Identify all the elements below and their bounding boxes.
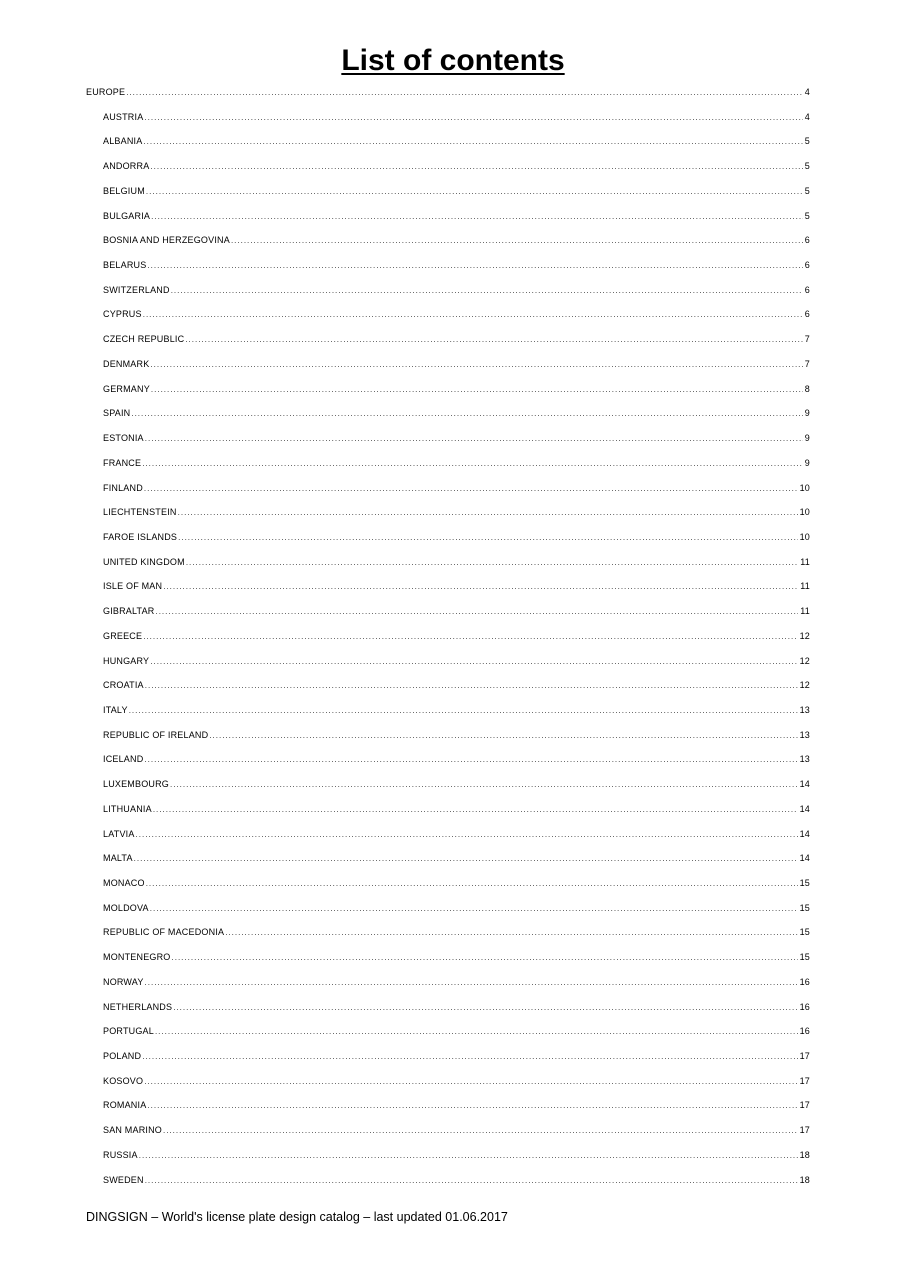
- toc-entry-page-number: 11: [800, 606, 810, 617]
- toc-entry-page-number: 5: [804, 210, 810, 221]
- toc-entry[interactable]: [86, 80, 810, 105]
- toc-entry[interactable]: [86, 401, 810, 426]
- toc-entry-page-number: 17: [799, 1051, 810, 1062]
- toc-entry-label: SAN MARINO: [103, 1125, 163, 1136]
- dot-leader: [145, 1169, 798, 1194]
- toc-entry[interactable]: [86, 377, 810, 402]
- toc-entry[interactable]: [86, 896, 810, 921]
- toc-entry[interactable]: [86, 624, 810, 649]
- toc-entry[interactable]: [86, 772, 810, 797]
- dot-leader: [145, 674, 798, 699]
- toc-entry[interactable]: [86, 747, 810, 772]
- toc-entry-page-number: 16: [799, 976, 810, 987]
- table-of-contents: [86, 80, 810, 1192]
- toc-entry-page-number: 9: [804, 433, 810, 444]
- toc-entry-page-number: 10: [799, 482, 810, 493]
- toc-entry-label: SPAIN: [103, 408, 131, 419]
- toc-entry-label: BULGARIA: [103, 210, 151, 221]
- toc-entry-page-number: 12: [799, 655, 810, 666]
- toc-entry[interactable]: [86, 352, 810, 377]
- dot-leader: [144, 748, 797, 773]
- toc-entry-page-number: 4: [804, 87, 810, 97]
- toc-entry-label: CYPRUS: [103, 309, 142, 320]
- toc-entry-page-number: 14: [799, 779, 810, 790]
- toc-entry-label: CROATIA: [103, 680, 144, 691]
- toc-entry-label: FAROE ISLANDS: [103, 531, 178, 542]
- toc-entry-page-number: 6: [804, 309, 810, 320]
- toc-entry[interactable]: [86, 179, 810, 204]
- toc-entry-page-number: 17: [799, 1100, 810, 1111]
- toc-entry-label: POLAND: [103, 1051, 142, 1062]
- toc-entry-label: ICELAND: [103, 754, 144, 765]
- toc-entry[interactable]: [86, 105, 810, 130]
- toc-entry-page-number: 15: [799, 878, 810, 888]
- toc-entry[interactable]: [86, 723, 810, 748]
- toc-entry-label: LIECHTENSTEIN: [103, 507, 177, 518]
- dot-leader: [186, 551, 798, 576]
- dot-leader: [144, 477, 798, 502]
- dot-leader: [150, 155, 802, 180]
- toc-entry-label: MALTA: [103, 853, 133, 864]
- toc-entry[interactable]: [86, 822, 810, 847]
- dot-leader: [209, 724, 797, 749]
- toc-entry[interactable]: [86, 302, 810, 327]
- toc-entry-label: GREECE: [103, 630, 143, 641]
- dot-leader: [126, 81, 803, 106]
- toc-entry-label: SWEDEN: [103, 1174, 144, 1185]
- toc-entry[interactable]: [86, 550, 810, 575]
- toc-entry-label: MONTENEGRO: [103, 952, 171, 963]
- toc-entry[interactable]: [86, 970, 810, 995]
- toc-entry-label: GERMANY: [103, 383, 150, 394]
- toc-entry[interactable]: [86, 649, 810, 674]
- toc-entry-label: PORTUGAL: [103, 1026, 154, 1037]
- toc-entry-page-number: 13: [799, 704, 810, 715]
- dot-leader: [146, 872, 798, 897]
- dot-leader: [143, 625, 797, 650]
- toc-entry-page-number: 9: [804, 408, 810, 419]
- toc-entry-label: FRANCE: [103, 457, 142, 468]
- dot-leader: [150, 897, 798, 922]
- toc-entry[interactable]: [86, 995, 810, 1020]
- dot-leader: [139, 1144, 798, 1169]
- toc-entry-label: MONACO: [103, 878, 145, 888]
- dot-leader: [147, 254, 802, 279]
- toc-entry-page-number: 14: [799, 828, 810, 839]
- toc-entry-label: UNITED KINGDOM: [103, 556, 185, 567]
- toc-entry-page-number: 14: [799, 803, 810, 814]
- toc-entry-page-number: 10: [799, 507, 810, 518]
- dot-leader: [178, 526, 797, 551]
- dot-leader: [225, 921, 797, 946]
- toc-entry-label: GIBRALTAR: [103, 606, 155, 617]
- toc-entry[interactable]: [86, 871, 810, 896]
- toc-entry[interactable]: [86, 525, 810, 550]
- toc-entry-label: CZECH REPUBLIC: [103, 334, 185, 345]
- dot-leader: [171, 279, 803, 304]
- dot-leader: [145, 971, 798, 996]
- toc-entry-label: BOSNIA AND HERZEGOVINA: [103, 235, 230, 246]
- toc-entry-page-number: 10: [799, 531, 810, 542]
- toc-entry-label: SWITZERLAND: [103, 284, 170, 295]
- toc-entry[interactable]: [86, 945, 810, 970]
- dot-leader: [142, 1045, 797, 1070]
- toc-entry-label: HUNGARY: [103, 655, 150, 666]
- toc-entry-page-number: 16: [799, 1026, 810, 1037]
- toc-entry-page-number: 5: [804, 161, 810, 172]
- dot-leader: [173, 996, 797, 1021]
- dot-leader: [151, 205, 803, 230]
- toc-entry[interactable]: [86, 797, 810, 822]
- toc-entry[interactable]: [86, 920, 810, 945]
- toc-entry-page-number: 17: [799, 1075, 810, 1086]
- toc-entry-label: AUSTRIA: [103, 111, 144, 122]
- dot-leader: [172, 946, 798, 971]
- dot-leader: [131, 402, 802, 427]
- toc-entry-label: LUXEMBOURG: [103, 779, 170, 790]
- toc-entry-label: NETHERLANDS: [103, 1001, 173, 1012]
- toc-entry[interactable]: [86, 698, 810, 723]
- dot-leader: [129, 699, 798, 724]
- dot-leader: [145, 427, 803, 452]
- toc-entry-page-number: 14: [799, 853, 810, 864]
- toc-entry-label: KOSOVO: [103, 1075, 144, 1086]
- toc-entry-page-number: 15: [799, 927, 810, 938]
- dot-leader: [231, 229, 803, 254]
- dot-leader: [150, 650, 797, 675]
- toc-entry-label: EUROPE: [86, 87, 126, 97]
- dot-leader: [150, 353, 802, 378]
- toc-entry-page-number: 7: [804, 358, 810, 369]
- toc-entry-page-number: 7: [804, 334, 810, 345]
- dot-leader: [155, 1020, 798, 1045]
- toc-entry-page-number: 6: [804, 284, 810, 295]
- toc-entry[interactable]: [86, 1168, 810, 1193]
- dot-leader: [163, 1119, 798, 1144]
- toc-entry-label: FINLAND: [103, 482, 143, 493]
- dot-leader: [170, 773, 798, 798]
- toc-entry-page-number: 6: [804, 260, 810, 271]
- toc-entry[interactable]: [86, 1143, 810, 1168]
- toc-entry-page-number: 11: [800, 581, 810, 592]
- toc-entry-page-number: 12: [799, 630, 810, 641]
- dot-leader: [136, 823, 798, 848]
- dot-leader: [144, 106, 802, 131]
- toc-entry-page-number: 6: [804, 235, 810, 246]
- toc-entry-label: MOLDOVA: [103, 902, 149, 913]
- toc-entry-label: ESTONIA: [103, 433, 144, 444]
- toc-entry-label: REPUBLIC OF IRELAND: [103, 729, 209, 740]
- toc-entry-page-number: 13: [799, 729, 810, 740]
- toc-entry-label: BELGIUM: [103, 185, 145, 196]
- toc-entry-page-number: 15: [799, 952, 810, 963]
- toc-entry-page-number: 5: [804, 136, 810, 147]
- toc-entry-page-number: 17: [799, 1125, 810, 1136]
- toc-entry-label: ROMANIA: [103, 1100, 147, 1111]
- toc-entry[interactable]: [86, 129, 810, 154]
- toc-entry-label: RUSSIA: [103, 1149, 138, 1160]
- dot-leader: [185, 328, 802, 353]
- toc-entry-page-number: 13: [799, 754, 810, 765]
- toc-entry-page-number: 16: [799, 1001, 810, 1012]
- toc-entry-label: LITHUANIA: [103, 803, 152, 814]
- toc-entry[interactable]: [86, 1069, 810, 1094]
- toc-entry-page-number: 15: [799, 902, 810, 913]
- dot-leader: [143, 303, 803, 328]
- toc-entry[interactable]: [86, 846, 810, 871]
- page-footer: DINGSIGN – World's license plate design catalog – last updated 01.06.2017: [86, 1210, 508, 1224]
- toc-entry[interactable]: [86, 451, 810, 476]
- toc-entry-label: ALBANIA: [103, 136, 143, 147]
- toc-entry[interactable]: [86, 574, 810, 599]
- dot-leader: [147, 1094, 797, 1119]
- dot-leader: [155, 600, 798, 625]
- dot-leader: [144, 1070, 797, 1095]
- toc-entry-label: NORWAY: [103, 976, 144, 987]
- toc-entry[interactable]: [86, 500, 810, 525]
- toc-entry[interactable]: [86, 204, 810, 229]
- toc-entry-label: ISLE OF MAN: [103, 581, 163, 592]
- toc-entry[interactable]: [86, 426, 810, 451]
- dot-leader: [142, 452, 803, 477]
- toc-entry-label: REPUBLIC OF MACEDONIA: [103, 927, 225, 938]
- toc-entry-page-number: 9: [804, 457, 810, 468]
- dot-leader: [143, 130, 802, 155]
- toc-entry[interactable]: [86, 476, 810, 501]
- toc-entry[interactable]: [86, 599, 810, 624]
- dot-leader: [163, 575, 798, 600]
- dot-leader: [153, 798, 798, 823]
- page-title: List of contents: [341, 44, 565, 77]
- toc-entry[interactable]: [86, 1019, 810, 1044]
- toc-entry[interactable]: [86, 278, 810, 303]
- toc-entry-page-number: 18: [799, 1174, 810, 1185]
- toc-entry[interactable]: [86, 253, 810, 278]
- dot-leader: [146, 180, 803, 205]
- toc-entry-page-number: 8: [804, 383, 810, 394]
- dot-leader: [178, 501, 798, 526]
- toc-entry-label: LATVIA: [103, 828, 135, 839]
- toc-entry-label: ITALY: [103, 704, 128, 715]
- toc-entry-page-number: 5: [804, 185, 810, 196]
- toc-entry[interactable]: [86, 673, 810, 698]
- toc-entry-label: DENMARK: [103, 358, 150, 369]
- toc-entry-page-number: 4: [804, 111, 810, 122]
- toc-entry[interactable]: [86, 1093, 810, 1118]
- toc-entry[interactable]: [86, 154, 810, 179]
- toc-entry[interactable]: [86, 327, 810, 352]
- dot-leader: [151, 378, 803, 403]
- toc-entry-page-number: 11: [800, 556, 810, 567]
- toc-entry-label: BELARUS: [103, 260, 147, 271]
- toc-entry-page-number: 12: [799, 680, 810, 691]
- toc-entry-page-number: 18: [799, 1149, 810, 1160]
- toc-entry[interactable]: [86, 228, 810, 253]
- toc-entry[interactable]: [86, 1118, 810, 1143]
- toc-entry[interactable]: [86, 1044, 810, 1069]
- dot-leader: [134, 847, 798, 872]
- toc-entry-label: ANDORRA: [103, 161, 150, 172]
